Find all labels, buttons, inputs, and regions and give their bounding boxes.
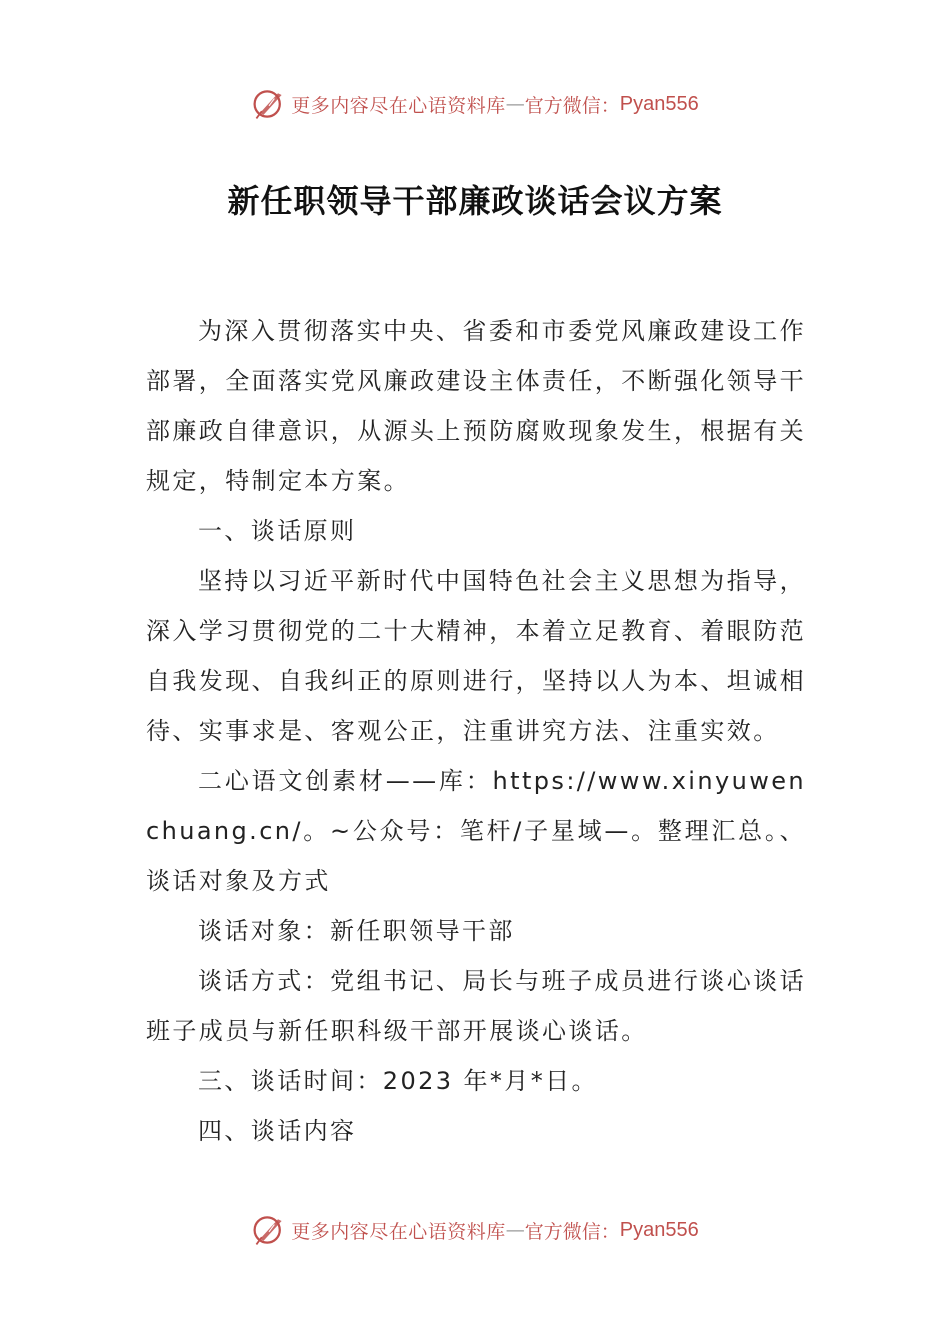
banner-text: 更多内容尽在心语资料库 xyxy=(291,94,506,117)
banner-separator: — xyxy=(505,1219,525,1241)
quill-pen-logo-icon xyxy=(251,1212,287,1248)
section-heading-3: 三、谈话时间：2023 年*月*日。 xyxy=(198,1067,598,1095)
paragraph-intro: 为深入贯彻落实中央、省委和市委党风廉政建设工作部署，全面落实党风廉政建设主体责任，不断强化领导干部廉政自律意识，从源头上预防腐败现象发生，根据有关规定，特制定本方案。 xyxy=(146,317,806,495)
banner-wechat-id: Pyan556 xyxy=(619,1218,699,1241)
banner-wechat-label: 官方微信： xyxy=(524,94,620,117)
section-heading-1: 一、谈话原则 xyxy=(198,517,357,545)
banner-wechat-id: Pyan556 xyxy=(619,92,699,115)
document-body xyxy=(146,306,806,1156)
paragraph-method: 谈话方式：党组书记、局长与班子成员进行谈心谈话班子成员与新任职科级干部开展谈心谈话。 xyxy=(146,967,806,1045)
paragraph-principle: 坚持以习近平新时代中国特色社会主义思想为指导，深入学习贯彻党的二十大精神，本着立足教育、着眼防范自我发现、自我纠正的原则进行，坚持以人为本、坦诚相待、实事求是、客观公正，注重讲究方法、注重实效。 xyxy=(146,567,806,745)
paragraph-targets-heading: 二心语文创素材——库：https://www.xinyuwenchuang.cn/。~公众号：笔杆/子星域—。整理汇总。、谈话对象及方式 xyxy=(146,767,806,895)
banner-separator: — xyxy=(505,93,525,115)
quill-pen-logo-icon xyxy=(251,86,287,122)
document-title: 新任职领导干部廉政谈话会议方案 xyxy=(227,182,723,220)
section-heading-4: 四、谈话内容 xyxy=(198,1117,357,1145)
paragraph-target: 谈话对象：新任职领导干部 xyxy=(198,917,515,945)
footer-banner xyxy=(0,1208,950,1252)
header-banner xyxy=(0,82,950,126)
banner-wechat-label: 官方微信： xyxy=(524,1220,620,1243)
banner-text: 更多内容尽在心语资料库 xyxy=(291,1220,506,1243)
